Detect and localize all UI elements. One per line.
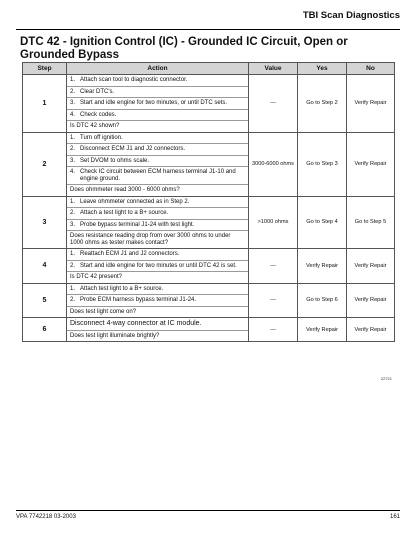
no-cell: Verify Repair [347,132,395,196]
action-line: 1. Attach test light to a B+ source. [67,284,248,296]
table-header-row [23,63,395,75]
action-cell [67,249,249,284]
value-cell: — [249,283,298,318]
yes-cell: Go to Step 6 [298,283,347,318]
step-number: 1 [23,75,67,133]
yes-cell: Go to Step 4 [298,196,347,249]
action-line: 2. Disconnect ECM J1 and J2 connectors. [67,144,248,156]
step-number: 5 [23,283,67,318]
action-question: Is DTC 42 present? [70,274,123,280]
action-line: 2. Probe ECM harness bypass terminal J1-24. [67,295,248,307]
value-cell: — [249,318,298,342]
action-line: 1. Reattach ECM J1 and J2 connectors. [67,249,248,261]
column-header: Step [23,63,67,75]
action-question: Does test light come on? [70,308,137,315]
action-cell [67,318,249,342]
action-line: Disconnect 4-way connector at IC module. [67,318,248,331]
action-question: Does resistance reading drop from over 3000 ohms to under 1000 ohms as tester makes contact? [70,233,231,246]
value-cell: 3000-6000 ohms [249,132,298,196]
page-title: DTC 42 - Ignition Control (IC) - Grounded IC Circuit, Open or Grounded Bypass [20,36,348,61]
value-cell: — [249,249,298,284]
document-id: VPA 7742218 03-2003 [16,514,76,520]
yes-cell: Go to Step 2 [298,75,347,133]
table-row [23,132,395,196]
page-number: 161 [389,514,400,520]
table-row [23,249,395,284]
column-header: Value [249,63,298,75]
no-cell: Verify Repair [347,318,395,342]
column-header: Action [67,63,249,75]
yes-cell: Verify Repair [298,249,347,284]
table-row [23,318,395,342]
action-line: 3. Probe bypass terminal J1-24 with test light. [67,220,248,232]
no-cell: Go to Step 5 [347,196,395,249]
no-cell: Verify Repair [347,75,395,133]
step-number: 6 [23,318,67,342]
no-cell: Verify Repair [347,283,395,318]
page-header [16,10,400,30]
diagnostic-table [22,62,395,342]
action-line: 3. Set DVOM to ohms scale. [67,156,248,168]
column-header: No [347,63,395,75]
action-line: 4. Check codes. [67,110,248,122]
step-number: 2 [23,132,67,196]
step-number: 4 [23,249,67,284]
action-question: Is DTC 42 shown? [70,123,120,129]
action-line: 2. Start and idle engine for two minutes or until DTC 42 is set. [67,261,248,273]
yes-cell: Go to Step 3 [298,132,347,196]
page-footer [16,510,400,522]
no-cell: Verify Repair [347,249,395,284]
value-cell: >1000 ohms [249,196,298,249]
action-cell [67,196,249,249]
table-row [23,75,395,133]
action-line: 4. Check IC circuit between ECM harness terminal J1-10 and engine ground. [67,167,248,185]
action-cell [67,75,249,133]
table-row [23,196,395,249]
action-cell [67,132,249,196]
action-line: 1. Turn off ignition. [67,133,248,145]
step-number: 3 [23,196,67,249]
action-line: 1. Leave ohmmeter connected as in Step 2. [67,197,248,209]
action-line: 1. Attach scan tool to diagnostic connector. [67,75,248,87]
column-header: Yes [298,63,347,75]
action-question: Does test light illuminate brightly? [70,332,160,339]
value-cell: — [249,75,298,133]
yes-cell: Verify Repair [298,318,347,342]
section-title: TBI Scan Diagnostics [302,10,400,21]
action-question: Does ohmmeter read 3000 - 6000 ohms? [70,187,180,193]
table-row [23,283,395,318]
action-line: 2. Clear DTC's. [67,87,248,99]
action-cell [67,283,249,318]
action-line: 3. Start and idle engine for two minutes, or until DTC sets. [67,98,248,110]
figure-reference: 22721 [380,376,392,381]
action-line: 2. Attach a test light to a B+ source. [67,208,248,220]
